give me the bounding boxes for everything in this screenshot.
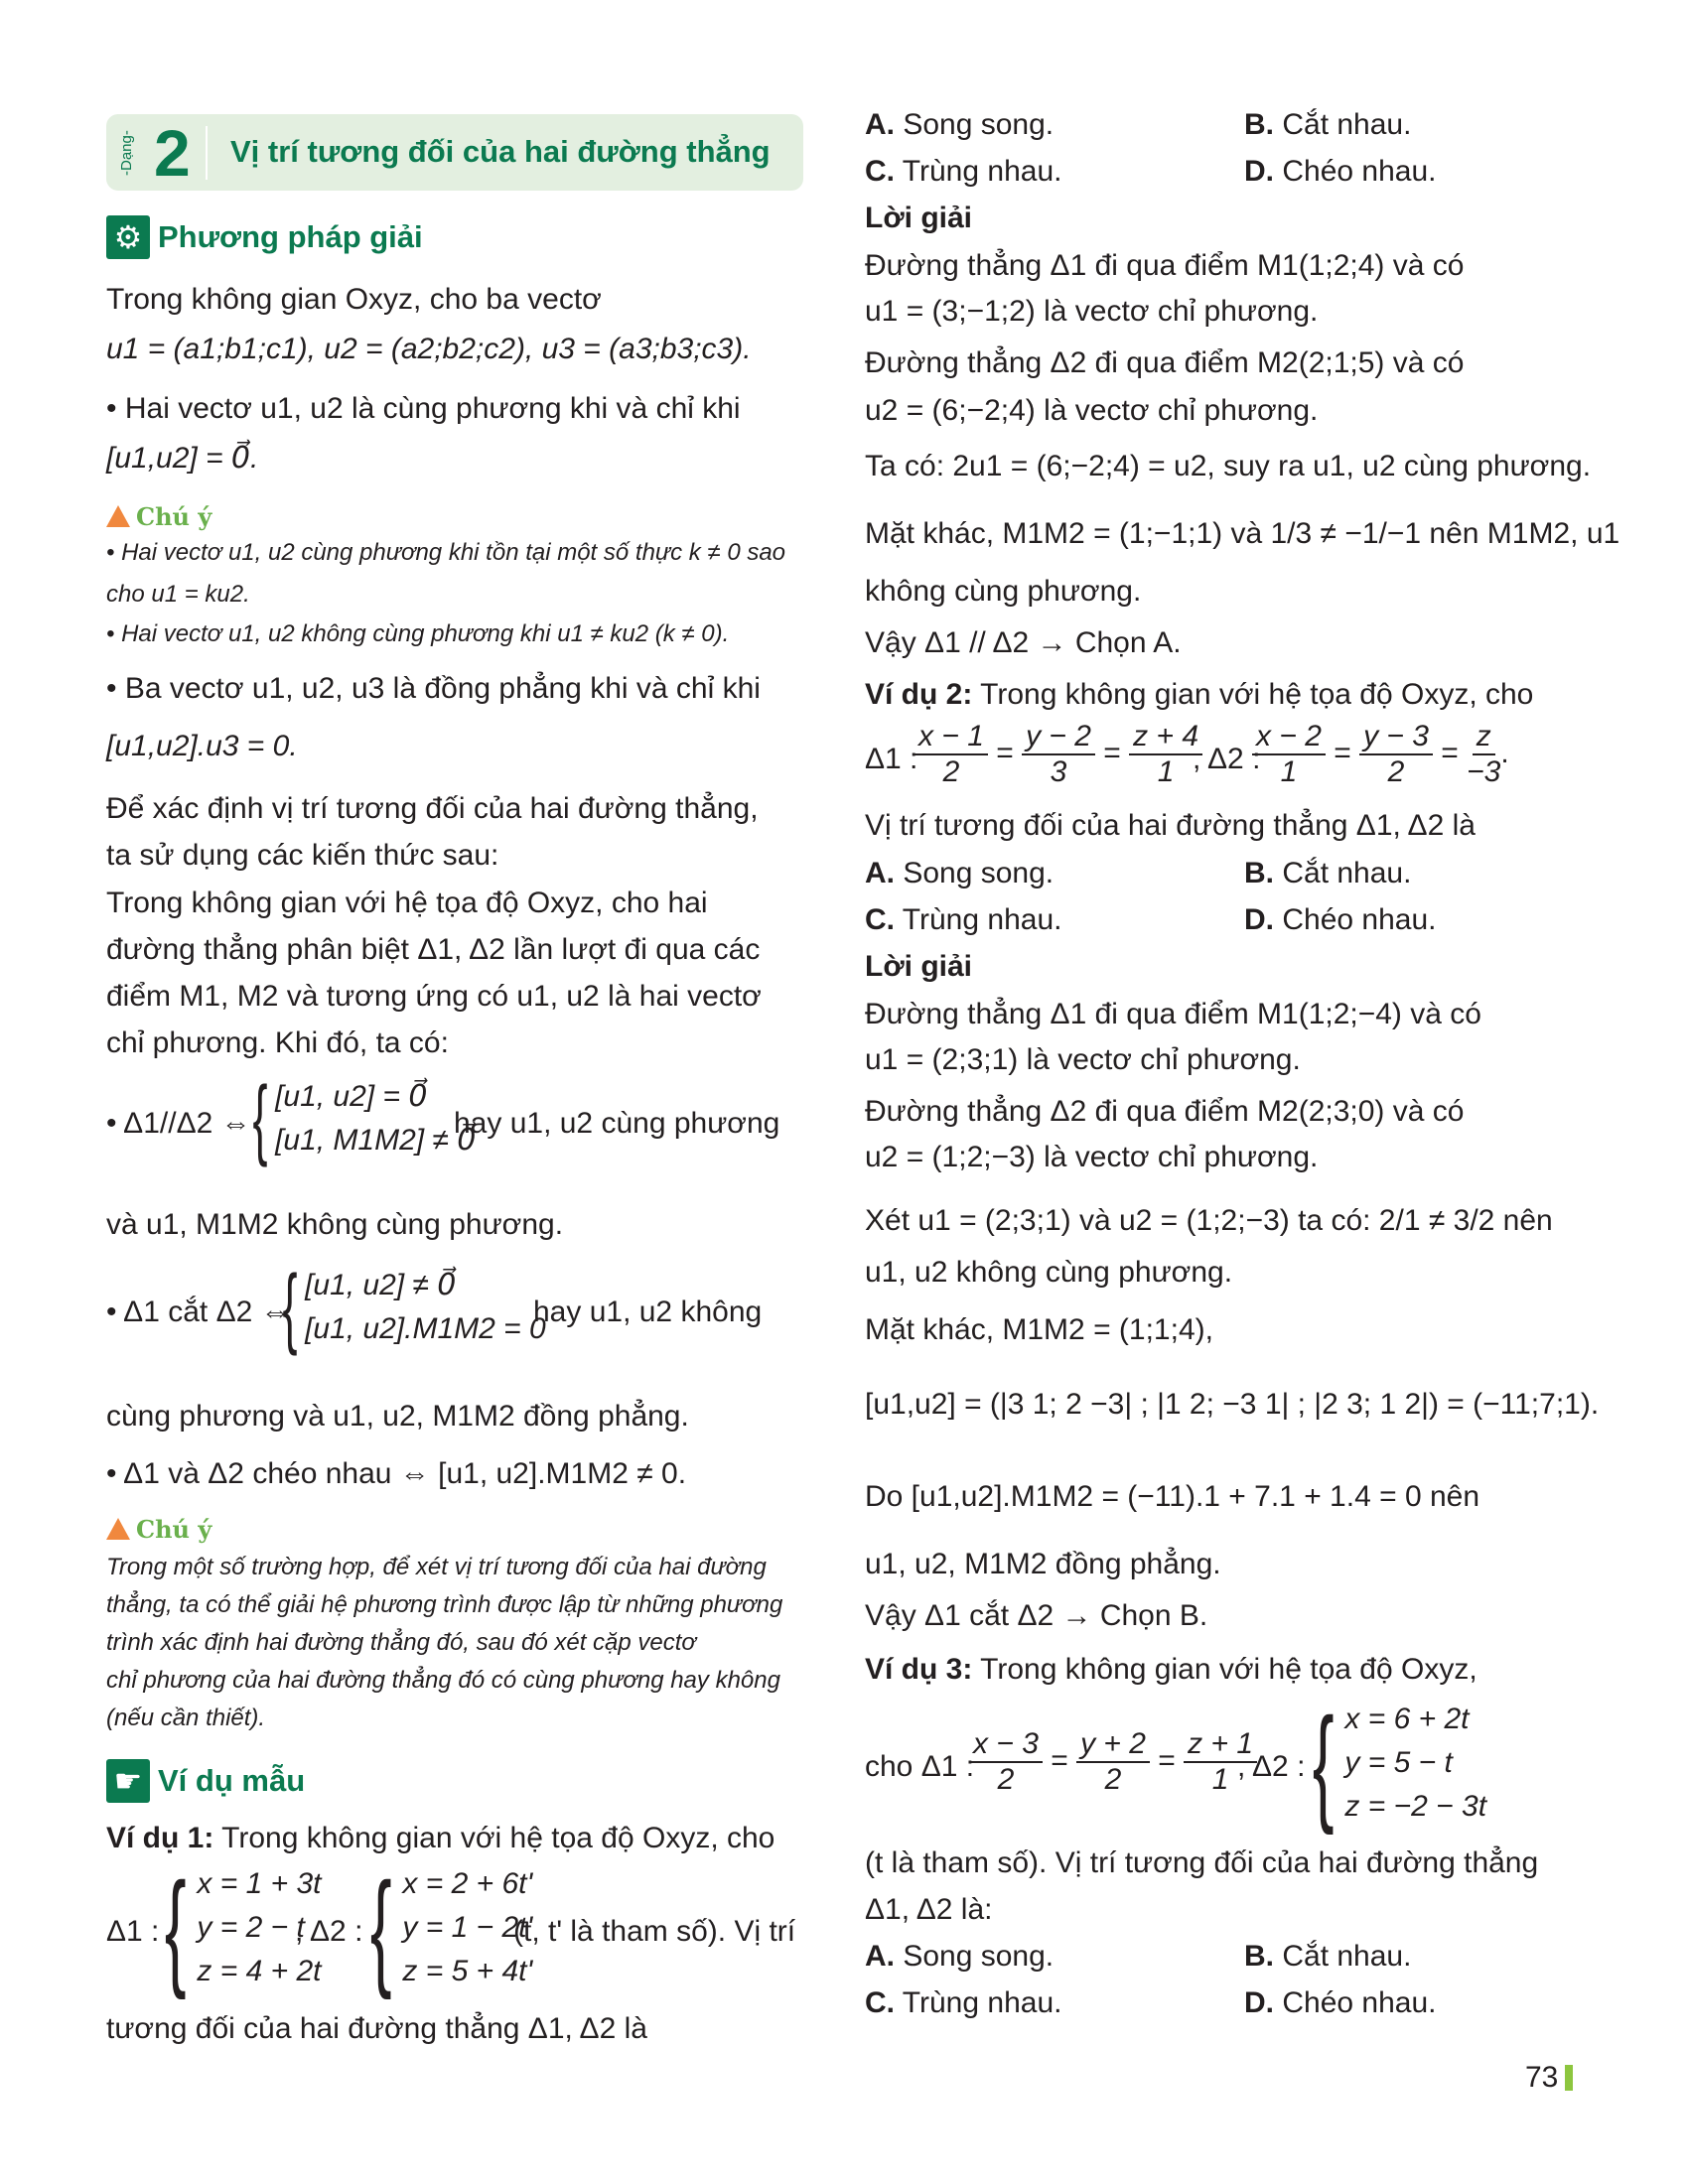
ex2-solution-line: u2 = (1;2;−3) là vectơ chỉ phương. [865, 1141, 1319, 1173]
case-parallel: • Δ1//Δ2 ⇔ { [u1, u2] = 0⃗ [u1, M1M2] ≠ 0⃗ hay u1, u2 cùng phương [106, 1069, 780, 1168]
example-3-question-1: (t là tham số). Vị trí tương đối của hai đường thẳng [865, 1846, 1539, 1879]
para-6: chỉ phương. Khi đó, ta có: [106, 1026, 449, 1059]
ex2-option-d[interactable]: D. Chéo nhau. [1244, 903, 1437, 936]
example-2-equations: Δ1 : $\frac{x - 1}{2}$ = $\frac{y - 2}{3}$ = $\frac{z + 4}{1}$ , Δ2 : $\frac{x - 2}{1}$ = $\frac{y - 3}{2}$ = $\frac{z}{-3}$ . [865, 720, 1509, 788]
intro-line-1: Trong không gian Oxyz, cho ba vectơ [106, 283, 602, 316]
dang-label: -Dạng- [118, 130, 135, 176]
note-2-line: chỉ phương của hai đường thẳng đó có cùng phương hay không [106, 1667, 780, 1694]
ex1-solution-line: Mặt khác, M1M2 = (1;−1;1) và 1/3 ≠ −1/−1 nên M1M2, u1 [865, 517, 1620, 550]
ex2-option-b[interactable]: B. Cắt nhau. [1244, 857, 1412, 889]
ex2-solution-line: [u1,u2] = (|3 1; 2 −3| ; |1 2; −3 1| ; |2 3; 1 2|) = (−11;7;1). [865, 1388, 1600, 1421]
ex2-solution-line: Xét u1 = (2;3;1) và u2 = (1;2;−3) ta có: 2/1 ≠ 3/2 nên [865, 1204, 1553, 1237]
note-2-line: thẳng, ta có thể giải hệ phương trình được lập từ những phương [106, 1591, 783, 1618]
note-2-heading: Chú ý [106, 1509, 803, 1550]
para-4: đường thẳng phân biệt Δ1, Δ2 lần lượt đi qua các [106, 933, 761, 966]
intro-line-2: u1 = (a1;b1;c1), u2 = (a2;b2;c2), u3 = (a3;b3;c3). [106, 333, 752, 365]
para-1: Để xác định vị trí tương đối của hai đường thẳng, [106, 792, 759, 825]
ex2-option-a[interactable]: A. Song song. [865, 857, 1055, 889]
case-intersect-cont: cùng phương và u1, u2, M1M2 đồng phẳng. [106, 1400, 689, 1433]
ex2-solution-line: u1, u2 không cùng phương. [865, 1256, 1233, 1289]
section-number: 2 [154, 116, 191, 190]
ex1-solution-line: u2 = (6;−2;4) là vectơ chỉ phương. [865, 394, 1319, 427]
gear-icon: ⚙ [106, 215, 150, 259]
method-heading [106, 215, 803, 259]
ex1-solution-line: không cùng phương. [865, 575, 1142, 608]
case-skew: • Δ1 và Δ2 chéo nhau ⇔ [u1, u2].M1M2 ≠ 0. [106, 1457, 687, 1490]
page-number: 73 [1525, 2061, 1559, 2094]
example-1-question-end: tương đối của hai đường thẳng Δ1, Δ2 là [106, 2012, 647, 2045]
pointing-hand-icon: ☛ [106, 1759, 150, 1803]
ex2-solution-line: Vậy Δ1 cắt Δ2 → Chọn B. [865, 1599, 1208, 1632]
example-1-systems: Δ1 : { x = 1 + 3t y = 2 − t z = 4 + 2t , Δ2 : { x = 2 + 6t' y = 1 − 2t' z = 5 + 4t' (t, t' là tham số). Vị trí [106, 1855, 796, 2000]
warning-icon [106, 505, 130, 527]
note-1-line-1: • Hai vectơ u1, u2 cùng phương khi tồn tại một số thực k ≠ 0 sao [106, 539, 786, 566]
note-1-line-3: • Hai vectơ u1, u2 không cùng phương khi u1 ≠ ku2 (k ≠ 0). [106, 620, 730, 647]
ex3-option-b[interactable]: B. Cắt nhau. [1244, 1940, 1412, 1973]
ex3-option-a[interactable]: A. Song song. [865, 1940, 1055, 1973]
ex1-option-a[interactable]: A. Song song. [865, 108, 1055, 141]
note-2-line: (nếu cần thiết). [106, 1705, 266, 1731]
example-3-question-2: Δ1, Δ2 là: [865, 1893, 993, 1926]
ex1-solution-line: u1 = (3;−1;2) là vectơ chỉ phương. [865, 295, 1319, 328]
ex2-option-c[interactable]: C. Trùng nhau. [865, 903, 1062, 936]
example-2-question: Vị trí tương đối của hai đường thẳng Δ1, Δ2 là [865, 809, 1476, 842]
rule-2b: [u1,u2].u3 = 0. [106, 730, 298, 762]
section-header [106, 114, 803, 191]
ex2-solution-line: u1, u2, M1M2 đồng phẳng. [865, 1548, 1221, 1580]
note-2-line: trình xác định hai đường thẳng đó, sau đó xét cặp vectơ [106, 1629, 696, 1656]
case-parallel-cont: và u1, M1M2 không cùng phương. [106, 1208, 564, 1241]
ex1-solution-line: Ta có: 2u1 = (6;−2;4) = u2, suy ra u1, u2 cùng phương. [865, 450, 1592, 482]
ex1-solution-line: Vậy Δ1 // Δ2 → Chọn A. [865, 626, 1182, 659]
note-1-line-2: cho u1 = ku2. [106, 581, 250, 608]
example-3-equations: cho Δ1 : $\frac{x - 3}{2}$ = $\frac{y + 2}{2}$ = $\frac{z + 1}{1}$ , Δ2 : { x = 6 + 2t y = 5 − t z = −2 − 3t [865, 1691, 1487, 1836]
ex2-solution-line: Do [u1,u2].M1M2 = (−11).1 + 7.1 + 1.4 = 0 nên [865, 1480, 1480, 1513]
ex1-option-b[interactable]: B. Cắt nhau. [1244, 108, 1412, 141]
rule-1b: [u1,u2] = 0⃗. [106, 442, 259, 475]
case-intersect: • Δ1 cắt Δ2 ⇔ { [u1, u2] ≠ 0⃗ [u1, u2].M1M2 = 0 hay u1, u2 không [106, 1258, 763, 1357]
note-2-line: Trong một số trường hợp, để xét vị trí tương đối của hai đường [106, 1554, 767, 1580]
warning-icon [106, 1518, 130, 1540]
para-3: Trong không gian với hệ tọa độ Oxyz, cho hai [106, 887, 708, 919]
rule-1a: • Hai vectơ u1, u2 là cùng phương khi và chỉ khi [106, 392, 741, 425]
note-1-heading: Chú ý [106, 496, 803, 537]
method-title: Phương pháp giải [158, 219, 423, 254]
ex1-option-c[interactable]: C. Trùng nhau. [865, 155, 1062, 188]
rule-2a: • Ba vectơ u1, u2, u3 là đồng phẳng khi và chỉ khi [106, 672, 761, 705]
ex1-solution-label: Lời giải [865, 202, 973, 234]
section-title: Vị trí tương đối của hai đường thẳng [230, 134, 771, 169]
ex1-solution-line: Đường thẳng Δ2 đi qua điểm M2(2;1;5) và có [865, 346, 1465, 379]
ex2-solution-line: Đường thẳng Δ2 đi qua điểm M2(2;3;0) và có [865, 1095, 1465, 1128]
ex1-option-d[interactable]: D. Chéo nhau. [1244, 155, 1437, 188]
example-1-intro: Ví dụ 1: Trong không gian với hệ tọa độ Oxyz, cho [106, 1822, 775, 1854]
ex3-option-d[interactable]: D. Chéo nhau. [1244, 1986, 1437, 2019]
ex2-solution-line: Đường thẳng Δ1 đi qua điểm M1(1;2;−4) và có [865, 998, 1481, 1030]
page-marker-bar [1565, 2065, 1573, 2091]
examples-heading: ☛ Ví dụ mẫu [106, 1759, 803, 1803]
ex2-solution-label: Lời giải [865, 950, 973, 983]
ex2-solution-line: u1 = (2;3;1) là vectơ chỉ phương. [865, 1043, 1301, 1076]
para-2: ta sử dụng các kiến thức sau: [106, 839, 499, 872]
ex3-option-c[interactable]: C. Trùng nhau. [865, 1986, 1062, 2019]
example-3-intro: Ví dụ 3: Trong không gian với hệ tọa độ Oxyz, [865, 1653, 1477, 1686]
example-2-intro: Ví dụ 2: Trong không gian với hệ tọa độ Oxyz, cho [865, 678, 1534, 711]
divider [206, 126, 208, 180]
para-5: điểm M1, M2 và tương ứng có u1, u2 là hai vectơ [106, 980, 762, 1013]
ex2-solution-line: Mặt khác, M1M2 = (1;1;4), [865, 1313, 1213, 1346]
ex1-solution-line: Đường thẳng Δ1 đi qua điểm M1(1;2;4) và có [865, 249, 1465, 282]
